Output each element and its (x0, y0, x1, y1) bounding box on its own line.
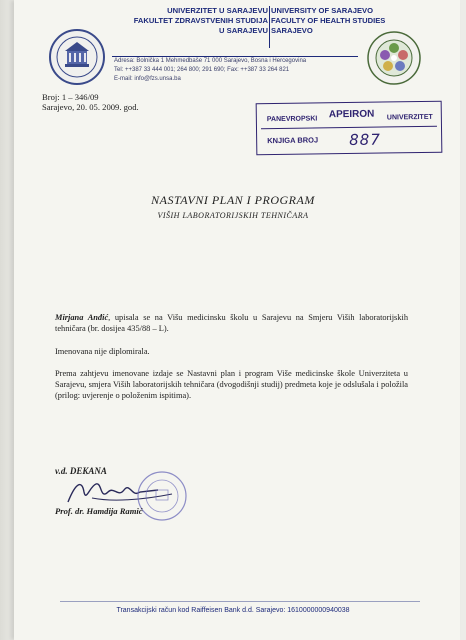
stamp-name: APEIRON (328, 108, 375, 121)
paragraph-status: Imenovana nije diplomirala. (55, 347, 150, 356)
header-email: E-mail: info@fzs.unsa.ba (114, 76, 181, 82)
header-left-line: UNIVERZITET U SARAJEVU (167, 6, 268, 15)
round-seal-icon (136, 470, 188, 522)
stamp-left-text: PANEVROPSKI (266, 115, 318, 124)
footer-rule (60, 601, 420, 602)
footer-bank-account: Transakcijski račun kod Raiffeisen Bank d.d. Sarajevo: 1610000000940038 (116, 607, 350, 614)
header-right (271, 6, 386, 36)
header-right-line: SARAJEVO (271, 26, 313, 35)
paragraph-enrollment-text: , upisala se na Višu medicinsku školu u Sarajevu na Smjeru Viših laboratorijskih tehničara (br. dosijea 435/88 – L). (55, 313, 409, 333)
header-left-line: U SARAJEVU (219, 26, 268, 35)
header-phone: Tel: ++387 33 444 001; 264 800; 291 690; Fax: ++387 33 264 821 (114, 67, 290, 73)
registry-stamp (256, 101, 443, 156)
stamp-right-text: UNIVERZITET (386, 113, 433, 122)
stamp-divider (261, 126, 437, 129)
paragraph-request: Prema zahtjevu imenovane izdaje se Nastavni plan i program Više medicinske škole Univerziteta u Sarajevu, smjera Viših laboratorijskih tehničara (dvogodišnji studij) predmeta koje je odslušala i položila (prilog: uvjerenje o položenim ispitima). (55, 369, 408, 400)
document-title: NASTAVNI PLAN I PROGRAM (151, 193, 315, 207)
header-left (118, 6, 268, 36)
header-rule (112, 56, 358, 57)
paragraph-enrollment (55, 312, 408, 334)
page-edge (0, 0, 14, 640)
signatory-name: Prof. dr. Hamdija Ramić (55, 506, 143, 516)
header-address: Adresa: Bolnička 1 Mehmedbaše 71 000 Sarajevo, Bosna i Hercegovina (114, 58, 307, 64)
reference-date: Sarajevo, 20. 05. 2009. god. (42, 102, 139, 112)
header-right-line: UNIVERSITY OF SARAJEVO (271, 6, 373, 15)
header-right-line: FACULTY OF HEALTH STUDIES (271, 16, 386, 25)
header-left-line: FAKULTET ZDRAVSTVENIH STUDIJA (133, 16, 268, 25)
document-subtitle: VIŠIH LABORATORIJSKIH TEHNIČARA (157, 211, 309, 220)
stamp-book-label: KNJIGA BROJ (267, 135, 319, 146)
student-name: Mirjana Anđić (55, 313, 109, 322)
stamp-book-number: 887 (349, 130, 381, 149)
signature-role: v.d. DEKANA (55, 466, 107, 476)
university-seal-icon (48, 28, 106, 86)
faculty-logo-icon (366, 30, 422, 86)
header-divider (269, 6, 270, 48)
reference-number: Broj: 1 – 346/09 (42, 92, 99, 102)
